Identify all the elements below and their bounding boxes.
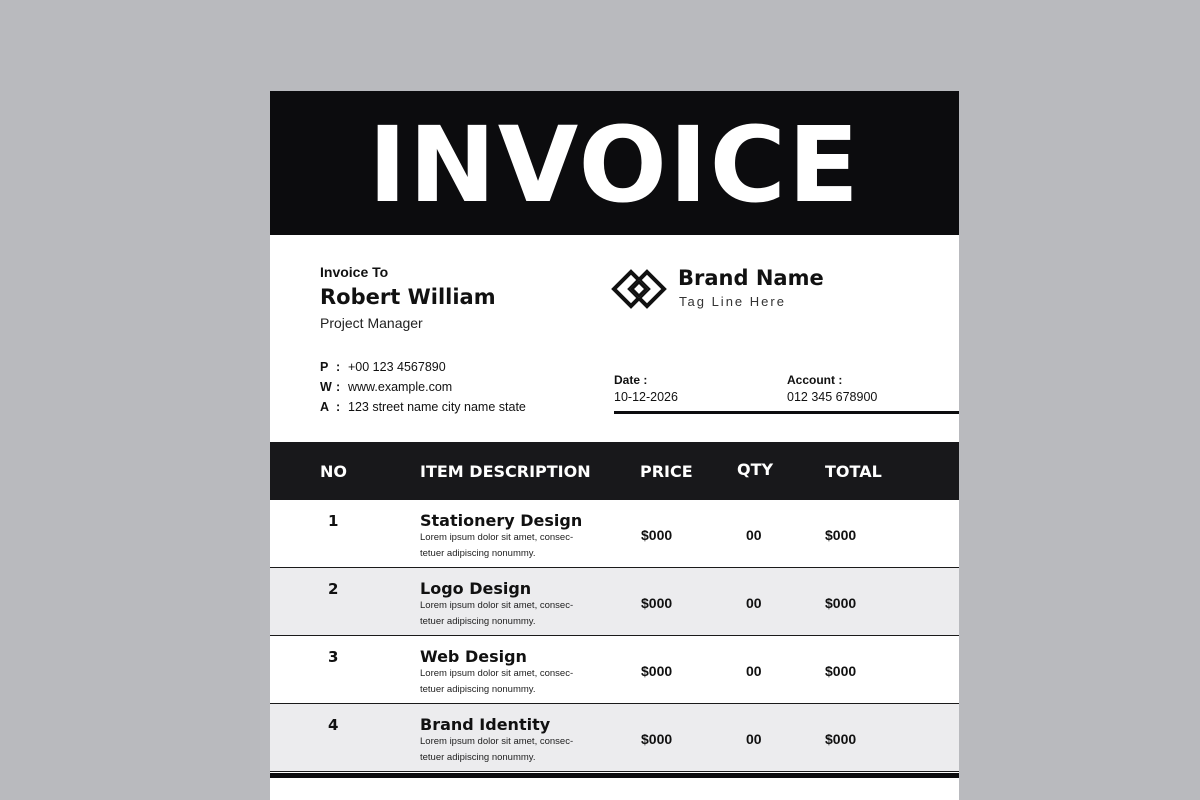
invoice-to-label: Invoice To	[320, 264, 389, 280]
invoice-banner	[270, 91, 959, 235]
contact-phone-key: P	[320, 360, 329, 374]
contact-phone	[320, 360, 446, 374]
date-label: Date :	[614, 373, 648, 387]
header-description: ITEM DESCRIPTION	[420, 462, 591, 481]
table-body	[270, 500, 959, 772]
contact-address	[320, 400, 526, 414]
item-description	[420, 666, 605, 698]
contact-separator: :	[336, 400, 341, 414]
header-no: NO	[320, 462, 347, 481]
account-label: Account :	[787, 373, 843, 387]
row-number: 3	[328, 648, 339, 666]
item-title: Brand Identity	[420, 715, 551, 734]
contact-address-key: A	[320, 400, 330, 414]
date-value: 10-12-2026	[614, 390, 678, 404]
contact-address-value: 123 street name city name state	[348, 400, 526, 414]
row-number: 2	[328, 580, 339, 598]
item-qty: 00	[746, 595, 762, 611]
contact-website	[320, 380, 452, 394]
header-total: TOTAL	[825, 462, 882, 481]
double-diamond-logo-icon	[610, 268, 668, 310]
invoice-title: INVOICE	[368, 104, 861, 226]
item-description-line: Lorem ipsum dolor sit amet, consec-	[420, 600, 574, 611]
table-row	[270, 704, 959, 772]
item-total: $000	[825, 527, 857, 543]
item-description	[420, 734, 605, 766]
item-qty: 00	[746, 731, 762, 747]
row-number: 4	[328, 716, 339, 734]
contact-phone-value: +00 123 4567890	[348, 360, 446, 374]
item-qty: 00	[746, 663, 762, 679]
account-value: 012 345 678900	[787, 390, 878, 404]
contact-website-value: www.example.com	[348, 380, 453, 394]
table-row	[270, 636, 959, 704]
item-total: $000	[825, 663, 857, 679]
table-row	[270, 568, 959, 636]
item-price: $000	[641, 663, 673, 679]
item-description-line: tetuer adipiscing nonummy.	[420, 616, 536, 627]
brand-tagline: Tag Line Here	[679, 294, 786, 309]
item-description-line: Lorem ipsum dolor sit amet, consec-	[420, 668, 574, 679]
item-title: Web Design	[420, 647, 527, 666]
item-qty: 00	[746, 527, 762, 543]
invoice-sheet	[270, 91, 959, 800]
item-description-line: tetuer adipiscing nonummy.	[420, 752, 536, 763]
item-total: $000	[825, 595, 857, 611]
brand-name: Brand Name	[678, 266, 824, 290]
table-header	[270, 442, 959, 500]
client-name: Robert William	[320, 285, 496, 309]
item-description-line: Lorem ipsum dolor sit amet, consec-	[420, 736, 574, 747]
item-price: $000	[641, 595, 673, 611]
item-title: Logo Design	[420, 579, 532, 598]
item-price: $000	[641, 527, 673, 543]
item-title: Stationery Design	[420, 511, 583, 530]
contact-website-key: W	[320, 380, 332, 394]
item-description	[420, 598, 605, 630]
item-description-line: tetuer adipiscing nonummy.	[420, 548, 536, 559]
item-description-line: Lorem ipsum dolor sit amet, consec-	[420, 532, 574, 543]
meta-divider	[614, 411, 959, 414]
header-qty: QTY	[737, 460, 774, 479]
footer-bar	[270, 773, 959, 778]
item-price: $000	[641, 731, 673, 747]
header-price: PRICE	[640, 462, 693, 481]
contact-separator: :	[336, 360, 341, 374]
client-role: Project Manager	[320, 315, 423, 331]
table-row	[270, 500, 959, 568]
row-number: 1	[328, 512, 339, 530]
item-total: $000	[825, 731, 857, 747]
item-description-line: tetuer adipiscing nonummy.	[420, 684, 536, 695]
item-description	[420, 530, 605, 562]
contact-separator: :	[336, 380, 341, 394]
